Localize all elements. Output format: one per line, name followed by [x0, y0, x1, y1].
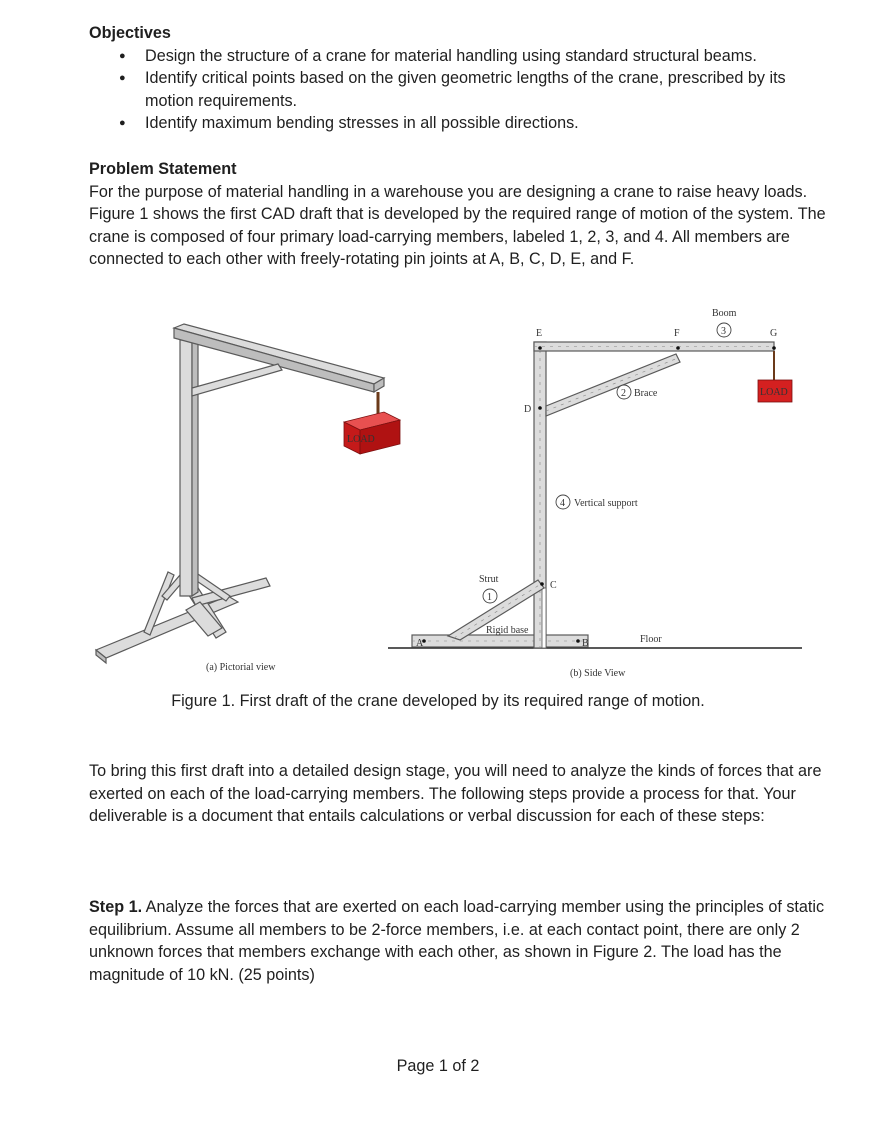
member-3-number: 3 — [721, 326, 726, 337]
brace — [192, 364, 282, 396]
load-label: LOAD — [347, 434, 375, 445]
objectives-section — [89, 22, 829, 135]
member-4-number: 4 — [560, 498, 565, 509]
member-1-number: 1 — [487, 592, 492, 603]
step1-paragraph — [89, 896, 829, 986]
vertical-support-label: Vertical support — [574, 498, 638, 509]
problem-section — [89, 158, 829, 271]
floor-label: Floor — [640, 634, 662, 645]
page-footer: Page 1 of 2 — [396, 1057, 480, 1075]
point-g-label: G — [770, 328, 778, 339]
problem-paragraph: For the purpose of material handling in a warehouse you are designing a crane to raise heavy loads. Figure 1 shows the first CAD draft that is developed by the required range of motion of the system. The crane is composed of four primary load-carrying members, labeled 1, 2, 3, and 4. All members are connected to each other with freely-rotating pin joints at A, B, C, D, E, and F. — [89, 182, 826, 268]
joint-d — [538, 406, 542, 410]
step1-label: Step 1. — [89, 898, 143, 916]
joint-f — [676, 346, 680, 350]
point-e-label: E — [536, 328, 543, 339]
objective-item: ● Identify maximum bending stresses in all possible directions. — [145, 112, 829, 135]
objectives-heading: Objectives — [89, 24, 171, 42]
point-c-label: C — [550, 580, 557, 591]
joint-g — [772, 346, 776, 350]
member-2-number: 2 — [621, 388, 626, 399]
side-view — [388, 308, 802, 679]
objectives-list — [89, 45, 829, 135]
boom-side — [174, 328, 374, 392]
strut-label: Strut — [479, 574, 499, 585]
objective-item: ● Design the structure of a crane for material handling using standard structural beams. — [145, 45, 829, 68]
boom — [174, 324, 384, 384]
point-d-label: D — [524, 404, 532, 415]
rigid-base-label: Rigid base — [486, 625, 529, 636]
side-caption: (b) Side View — [570, 668, 626, 679]
side-load-label: LOAD — [760, 387, 788, 398]
brace-side-view — [546, 354, 680, 416]
joint-b — [576, 639, 580, 643]
crane-figure — [88, 296, 808, 688]
vertical-post-side — [192, 336, 198, 596]
step1-section — [89, 896, 829, 986]
point-b-label: B — [582, 638, 589, 649]
pictorial-caption: (a) Pictorial view — [206, 662, 276, 673]
problem-heading: Problem Statement — [89, 160, 237, 178]
analysis-section — [89, 760, 829, 828]
point-f-label: F — [674, 328, 680, 339]
boom-label: Boom — [712, 308, 737, 319]
figure-caption: Figure 1. First draft of the crane developed by its required range of motion. — [171, 692, 705, 710]
joint-e — [538, 346, 542, 350]
analysis-paragraph: To bring this first draft into a detailed design stage, you will need to analyze the kinds of forces that are exerted on each of the load-carrying members. The following steps provide a process for that. Your deliverable is a document that entails calculations or verbal discussion for each of these steps: — [89, 762, 822, 825]
vertical-post — [180, 340, 192, 596]
objective-item: ● Identify critical points based on the given geometric lengths of the crane, prescribed by its motion requirements. — [145, 67, 829, 112]
pictorial-view — [96, 324, 400, 673]
brace-label: Brace — [634, 388, 658, 399]
step1-text: Analyze the forces that are exerted on each load-carrying member using the principles of static equilibrium. Assume all members to be 2-force members, i.e. at each contact point, there are only 2 unknown forces that members exchange with each other, as shown in Figure 2. The load has the magnitude of 10 kN. (25 points) — [89, 898, 825, 984]
joint-c — [540, 582, 544, 586]
point-a-label: A — [416, 638, 424, 649]
